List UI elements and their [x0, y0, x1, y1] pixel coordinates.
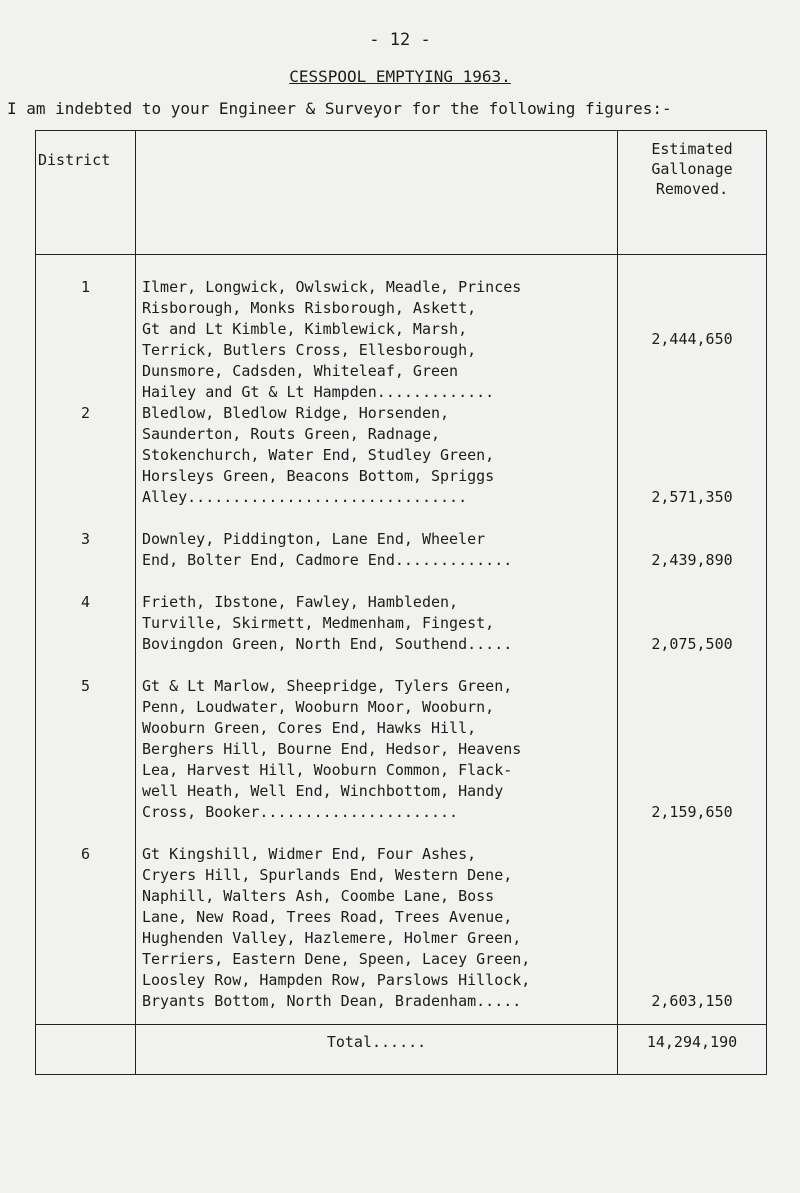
district-places: Ilmer, Longwick, Owlswick, Meadle, Princes Risborough, Monks Risborough, Askett, Gt and Lt Kimble, Kimblewick, Marsh, Terrick, Butlers Cross, Ellesborough, Dunsmore, Cadsden, Whiteleaf, Green Hailey and Gt & Lt Hampden............. — [142, 278, 522, 401]
total-row — [36, 1025, 767, 1075]
page-title: CESSPOOL EMPTYING 1963. — [289, 67, 511, 86]
gallonage-slot — [618, 676, 766, 844]
district-places: Gt Kingshill, Widmer End, Four Ashes, Cryers Hill, Spurlands End, Western Dene, Naphill, Walters Ash, Coombe Lane, Boss Lane, New Road, Trees Road, Trees Avenue, Hughenden Valley, Hazlemere, Holmer Green, Terriers, Eastern Dene, Speen, Lacey Green, Loosley Row, Hampden Row, Parslows Hillock, Bryants Bottom, North Dean, Bradenham..... — [142, 845, 531, 1010]
total-empty-cell — [36, 1025, 136, 1075]
district-numbers-cell — [36, 255, 136, 1025]
district-places: Bledlow, Bledlow Ridge, Horsenden, Saunderton, Routs Green, Radnage, Stokenchurch, Water End, Studley Green, Horsleys Green, Beacons Bottom, Spriggs Alley............................... — [142, 404, 495, 506]
gallonage-slot — [618, 277, 766, 403]
gallonage-slot — [618, 403, 766, 529]
gallonage-cell — [618, 255, 767, 1025]
gallonage-value: 2,075,500 — [651, 635, 733, 653]
district-number: 1 — [80, 278, 91, 296]
district-places: Downley, Piddington, Lane End, Wheeler End, Bolter End, Cadmore End............. — [142, 530, 513, 569]
gallonage-value: 2,439,890 — [651, 551, 733, 569]
total-value: 14,294,190 — [618, 1025, 767, 1075]
gallonage-value: 2,571,350 — [651, 488, 733, 506]
page-number: - 12 - — [369, 30, 431, 50]
gallonage-value: 2,603,150 — [651, 992, 733, 1010]
table-body-row — [36, 255, 767, 1025]
table-header-row — [36, 131, 767, 255]
district-places: Frieth, Ibstone, Fawley, Hambleden, Turville, Skirmett, Medmenham, Fingest, Bovingdon Green, North End, Southend..... — [142, 593, 513, 653]
places-column-header — [136, 131, 618, 255]
district-number: 2 — [80, 404, 91, 422]
gallonage-value: 2,444,650 — [651, 330, 733, 348]
gallonage-slot — [618, 529, 766, 592]
gallonage-value: 2,159,650 — [651, 803, 733, 821]
gallonage-header-line: Estimated — [651, 140, 733, 158]
gallonage-header-line: Removed. — [655, 180, 729, 198]
gallonage-header-line: Gallonage — [651, 160, 733, 178]
district-number: 6 — [80, 845, 91, 863]
district-number: 3 — [80, 530, 91, 548]
gallonage-slot — [618, 592, 766, 676]
gallonage-table — [35, 130, 767, 1075]
district-number: 4 — [80, 593, 91, 611]
district-places: Gt & Lt Marlow, Sheepridge, Tylers Green, Penn, Loudwater, Wooburn Moor, Wooburn, Wooburn Green, Cores End, Hawks Hill, Berghers Hill, Bourne End, Hedsor, Heavens Lea, Harvest Hill, Wooburn Common, Flack- well Heath, Well End, Winchbottom, Handy Cross, Booker...................... — [142, 677, 522, 821]
gallonage-slot — [618, 844, 766, 1012]
district-column-header: District — [36, 131, 136, 255]
total-label: Total...... — [136, 1025, 618, 1075]
places-cell — [136, 255, 618, 1025]
intro-text: I am indebted to your Engineer & Surveyor for the following figures:- — [7, 99, 672, 118]
district-number: 5 — [80, 677, 91, 695]
gallonage-column-header — [618, 131, 767, 255]
